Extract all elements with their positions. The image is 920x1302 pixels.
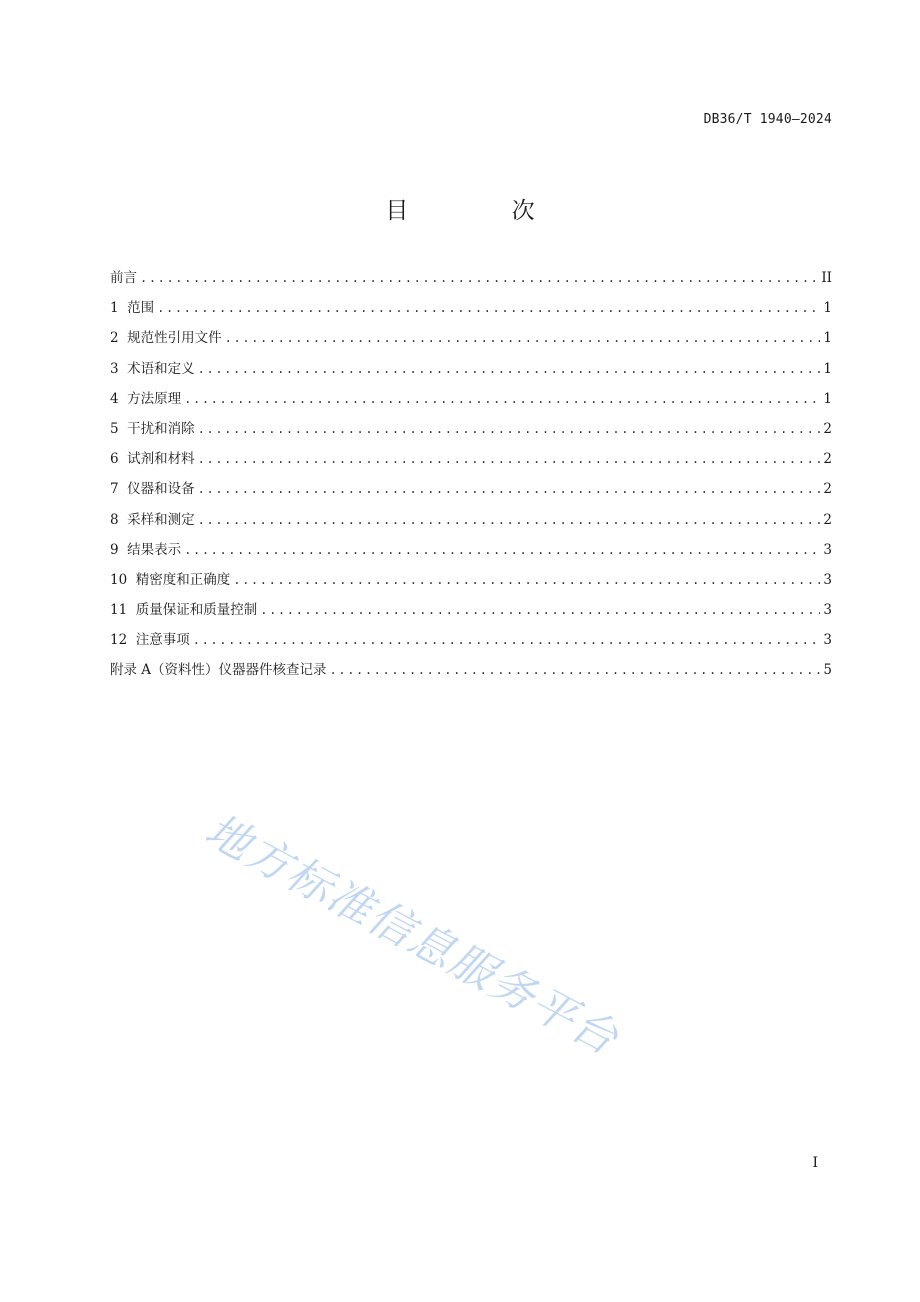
toc-entry-label: 2 规范性引用文件	[110, 330, 222, 347]
toc-entry-page: 3	[823, 632, 832, 649]
toc-entry-page: 1	[823, 330, 832, 347]
toc-entry-page: 2	[823, 511, 832, 528]
toc-entry-interference[interactable]	[110, 417, 832, 447]
toc-entry-label: 12 注意事项	[110, 632, 190, 649]
toc-entry-label: 4 方法原理	[110, 390, 182, 407]
table-of-contents	[110, 266, 832, 689]
toc-entry-page: 3	[823, 541, 832, 558]
toc-leader-dots	[193, 633, 821, 647]
toc-entry-label: 9 结果表示	[110, 541, 182, 558]
toc-entry-label: 附录 A（资料性）仪器器件核查记录	[110, 662, 327, 679]
toc-entry-label: 1 范围	[110, 300, 155, 317]
toc-entry-label: 7 仪器和设备	[110, 481, 195, 498]
toc-entry-label: 10 精密度和正确度	[110, 571, 231, 588]
toc-entry-page: 2	[823, 451, 832, 468]
toc-entry-precision[interactable]	[110, 568, 832, 598]
toc-entry-page: 3	[823, 602, 832, 619]
toc-entry-quality-control[interactable]	[110, 598, 832, 628]
toc-leader-dots	[233, 573, 820, 587]
toc-leader-dots	[184, 543, 820, 557]
toc-leader-dots	[198, 422, 821, 436]
page-number: I	[812, 1155, 818, 1171]
toc-entry-label: 5 干扰和消除	[110, 420, 195, 437]
toc-entry-results[interactable]	[110, 538, 832, 568]
toc-entry-scope[interactable]	[110, 296, 832, 326]
toc-entry-page: 2	[823, 481, 832, 498]
toc-entry-label: 前言	[110, 270, 137, 286]
toc-leader-dots	[198, 482, 821, 496]
toc-leader-dots	[157, 301, 820, 315]
toc-entry-page: 3	[823, 571, 832, 588]
watermark: 地方标准信息服务平台	[196, 804, 627, 1066]
toc-leader-dots	[330, 663, 821, 677]
toc-entry-appendix-a[interactable]	[110, 658, 832, 688]
toc-entry-label: 6 试剂和材料	[110, 451, 195, 468]
toc-entry-reagents[interactable]	[110, 447, 832, 477]
toc-leader-dots	[260, 603, 820, 617]
toc-entry-label: 8 采样和测定	[110, 511, 195, 528]
standard-code: DB36/T 1940—2024	[703, 112, 832, 127]
toc-leader-dots	[184, 392, 820, 406]
toc-leader-dots	[198, 452, 821, 466]
toc-entry-page: 1	[823, 300, 832, 317]
toc-leader-dots	[198, 362, 821, 376]
toc-entry-sampling[interactable]	[110, 508, 832, 538]
toc-entry-label: 11 质量保证和质量控制	[110, 602, 258, 619]
toc-leader-dots	[198, 513, 821, 527]
toc-entry-apparatus[interactable]	[110, 477, 832, 507]
toc-entry-normative-references[interactable]	[110, 326, 832, 356]
toc-entry-notes[interactable]	[110, 628, 832, 658]
toc-entry-page: 5	[823, 662, 832, 679]
toc-entry-method-principle[interactable]	[110, 387, 832, 417]
toc-entry-page: 1	[823, 390, 832, 407]
page-title: 目 次	[385, 198, 583, 224]
toc-entry-page: 1	[823, 360, 832, 377]
toc-entry-terms-definitions[interactable]	[110, 357, 832, 387]
toc-entry-page: II	[821, 270, 832, 286]
toc-entry-foreword[interactable]	[110, 266, 832, 296]
toc-leader-dots	[225, 331, 821, 345]
toc-leader-dots	[140, 271, 818, 285]
toc-entry-page: 2	[823, 420, 832, 437]
toc-entry-label: 3 术语和定义	[110, 360, 195, 377]
